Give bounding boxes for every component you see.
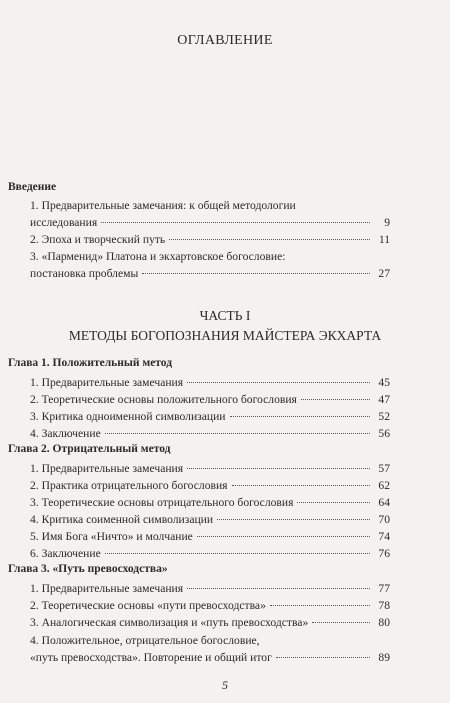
- toc-entry: [30, 425, 390, 442]
- toc-entry: [30, 197, 390, 231]
- dot-leader: [217, 519, 370, 520]
- toc-page-number: 56: [378, 427, 390, 440]
- toc-entry-text: 4. Критика соименной символизации: [30, 513, 214, 526]
- toc-page-number: 70: [378, 513, 390, 526]
- dot-leader: [105, 553, 370, 554]
- toc-entry: [30, 614, 390, 631]
- toc-entry-text: 3. «Парменид» Платона и экхартовское богословие:: [30, 250, 286, 263]
- dot-leader: [276, 657, 370, 658]
- toc-entry: [30, 632, 390, 666]
- toc-entry-text: 2. Теоретические основы «пути превосходства»: [30, 599, 266, 612]
- chapter-heading: Глава 1. Положительный метод: [8, 357, 173, 369]
- dot-leader: [297, 502, 370, 503]
- chapter-heading: Глава 2. Отрицательный метод: [8, 443, 171, 455]
- dot-leader: [105, 433, 370, 434]
- toc-page-number: 57: [378, 462, 390, 475]
- page-title: ОГЛАВЛЕНИЕ: [177, 33, 273, 48]
- dot-leader: [312, 622, 370, 623]
- dot-leader: [230, 416, 370, 417]
- toc-page-number: 64: [378, 496, 390, 509]
- dot-leader: [301, 399, 370, 400]
- toc-entry-text: 2. Теоретические основы положительного богословия: [30, 393, 297, 406]
- toc-page-number: 62: [378, 479, 390, 492]
- toc-entry-text: 4. Заключение: [30, 427, 101, 440]
- toc-entry-text: 1. Предварительные замечания: [30, 582, 184, 595]
- toc-entry: [30, 545, 390, 562]
- toc-entry-text: 4. Положительное, отрицательное богословие,: [30, 634, 260, 647]
- toc-entry-text: 3. Теоретические основы отрицательного богословия: [30, 496, 294, 509]
- toc-entry-text: 3. Критика одноименной символизации: [30, 410, 226, 423]
- chapter-heading: Глава 3. «Путь превосходства»: [8, 563, 168, 575]
- dot-leader: [197, 536, 370, 537]
- intro-heading: Введение: [8, 181, 57, 193]
- dot-leader: [270, 605, 370, 606]
- dot-leader: [142, 273, 370, 274]
- toc-page-number: 78: [378, 599, 390, 612]
- dot-leader: [101, 222, 370, 223]
- toc-page-number: 52: [378, 410, 390, 423]
- dot-leader: [187, 468, 370, 469]
- toc-entry-text: исследования: [30, 216, 98, 229]
- toc-entry: [30, 248, 390, 282]
- toc-page-number: 76: [378, 547, 390, 560]
- toc-entry-text: 2. Эпоха и творческий путь: [30, 233, 166, 246]
- toc-entry-text: 6. Заключение: [30, 547, 101, 560]
- toc-entry: [30, 391, 390, 408]
- toc-entry: [30, 528, 390, 545]
- toc-entry: [30, 477, 390, 494]
- toc-page-number: 80: [378, 616, 390, 629]
- toc-entry: [30, 231, 390, 248]
- toc-entry: [30, 494, 390, 511]
- dot-leader: [232, 485, 370, 486]
- page-number: 5: [222, 678, 228, 692]
- toc-page-number: 11: [378, 233, 390, 246]
- toc-page-number: 74: [378, 530, 390, 543]
- toc-page-number: 9: [384, 216, 390, 229]
- toc-page-number: 27: [378, 267, 390, 280]
- toc-entry-text: 1. Предварительные замечания: [30, 462, 184, 475]
- part-label: ЧАСТЬ I: [199, 308, 251, 323]
- toc-page-number: 77: [378, 582, 390, 595]
- toc-entry-text: 2. Практика отрицательного богословия: [30, 479, 228, 492]
- toc-page-number: 45: [378, 376, 390, 389]
- dot-leader: [169, 239, 370, 240]
- toc-entry-text: 3. Аналогическая символизация и «путь превосходства»: [30, 616, 309, 629]
- toc-entry: [30, 597, 390, 614]
- dot-leader: [187, 382, 370, 383]
- part-title: МЕТОДЫ БОГОПОЗНАНИЯ МАЙСТЕРА ЭКХАРТА: [68, 328, 382, 343]
- toc-entry: [30, 580, 390, 597]
- toc-entry-text: постановка проблемы: [30, 267, 139, 280]
- toc-entry: [30, 374, 390, 391]
- toc-entry: [30, 408, 390, 425]
- toc-page-number: 47: [378, 393, 390, 406]
- toc-entry: [30, 511, 390, 528]
- dot-leader: [187, 588, 370, 589]
- toc-entry-text: «путь превосходства». Повторение и общий итог: [30, 651, 272, 664]
- toc-entry-text: 5. Имя Бога «Ничто» и молчание: [30, 530, 193, 543]
- toc-page-number: 89: [378, 651, 390, 664]
- toc-entry-text: 1. Предварительные замечания: [30, 376, 184, 389]
- toc-entry: [30, 460, 390, 477]
- toc-entry-text: 1. Предварительные замечания: к общей методологии: [30, 199, 296, 212]
